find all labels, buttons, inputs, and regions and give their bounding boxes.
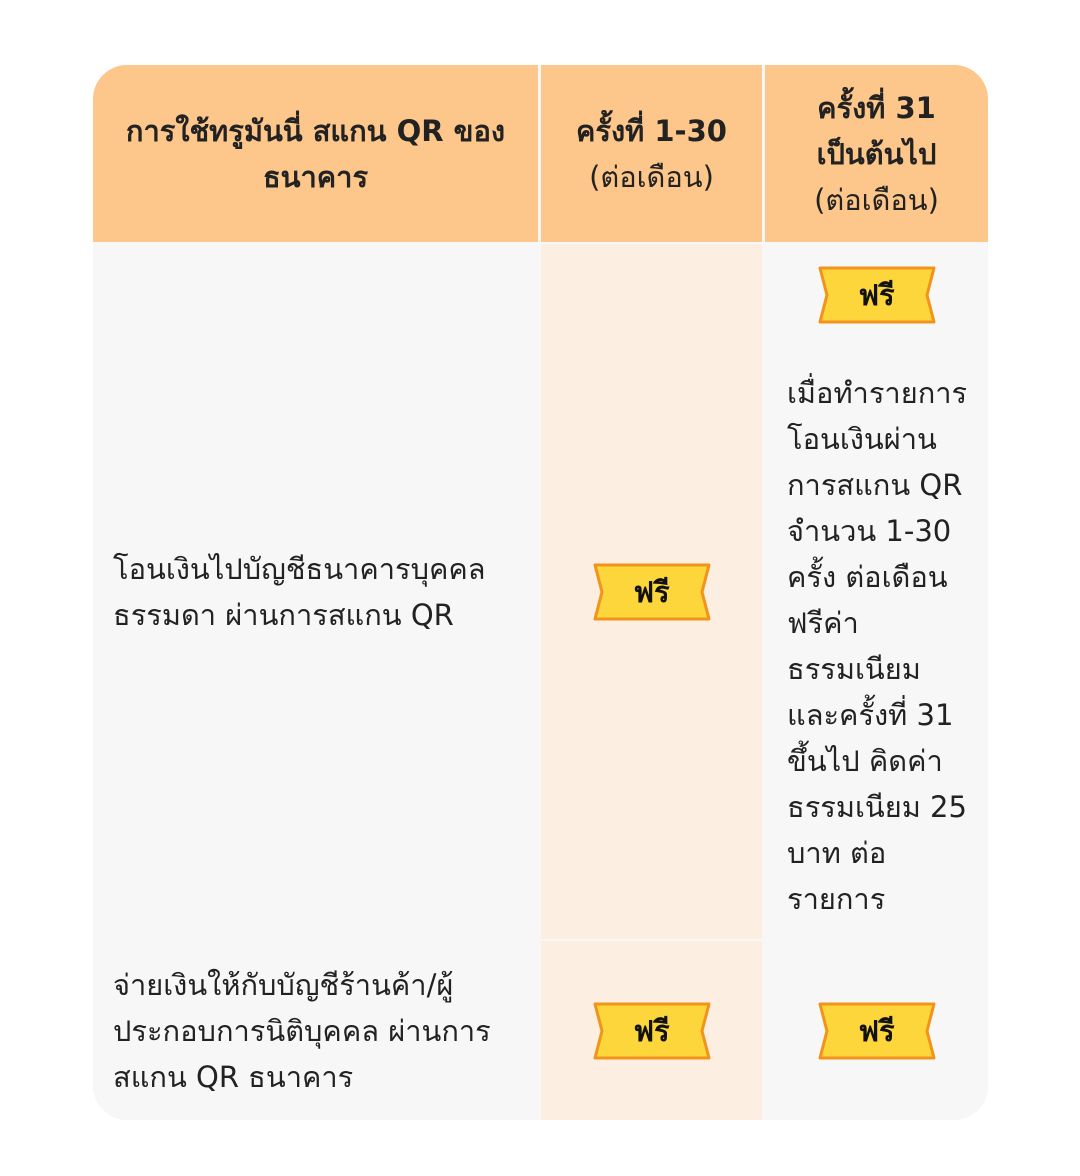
free-badge	[593, 1002, 711, 1060]
free-badge-label: ฟรี	[858, 278, 895, 312]
table-row-payment	[93, 941, 988, 1120]
row-label-cell	[93, 941, 538, 1120]
tier2-fee-note: เมื่อทำรายการโอนเงินผ่านการสแกน QR จำนวน 1-30 ครั้ง ต่อเดือน ฟรีค่าธรรมเนียม และครั้งที่ 31 ขึ้นไป คิดค่าธรรมเนียม 25 บาท ต่อรายการ	[787, 376, 968, 916]
header-cell-tier2	[765, 65, 988, 242]
header-tier1-subtitle: (ต่อเดือน)	[589, 159, 714, 194]
header-usage-label: การใช้ทรูมันนี่ สแกน QR ของธนาคาร	[125, 113, 506, 194]
table-row-transfer	[93, 244, 988, 939]
header-cell-usage	[93, 65, 538, 242]
tier1-cell	[541, 941, 762, 1120]
tier2-cell	[765, 941, 988, 1120]
free-badge-label: ฟรี	[633, 574, 670, 609]
fee-table	[93, 65, 988, 1120]
row-label: จ่ายเงินให้กับบัญชีร้านค้า/ผู้ประกอบการนิติบุคคล ผ่านการสแกน QR ธนาคาร	[113, 967, 491, 1094]
header-tier2-title: ครั้งที่ 31 เป็นต้นไป	[816, 90, 937, 171]
tier2-cell	[765, 244, 988, 939]
free-badge-label: ฟรี	[858, 1013, 895, 1048]
header-tier1-title: ครั้งที่ 1-30	[576, 113, 727, 148]
header-tier2-subtitle: (ต่อเดือน)	[814, 182, 939, 217]
free-badge	[818, 1002, 936, 1060]
row-label: โอนเงินไปบัญชีธนาคารบุคคลธรรมดา ผ่านการสแกน QR	[113, 551, 486, 632]
row-label-cell	[93, 244, 538, 939]
header-cell-tier1	[541, 65, 762, 242]
table-header-row	[93, 65, 988, 242]
free-badge	[818, 266, 936, 324]
free-badge	[593, 563, 711, 621]
tier1-cell	[541, 244, 762, 939]
free-badge-label: ฟรี	[633, 1013, 670, 1048]
